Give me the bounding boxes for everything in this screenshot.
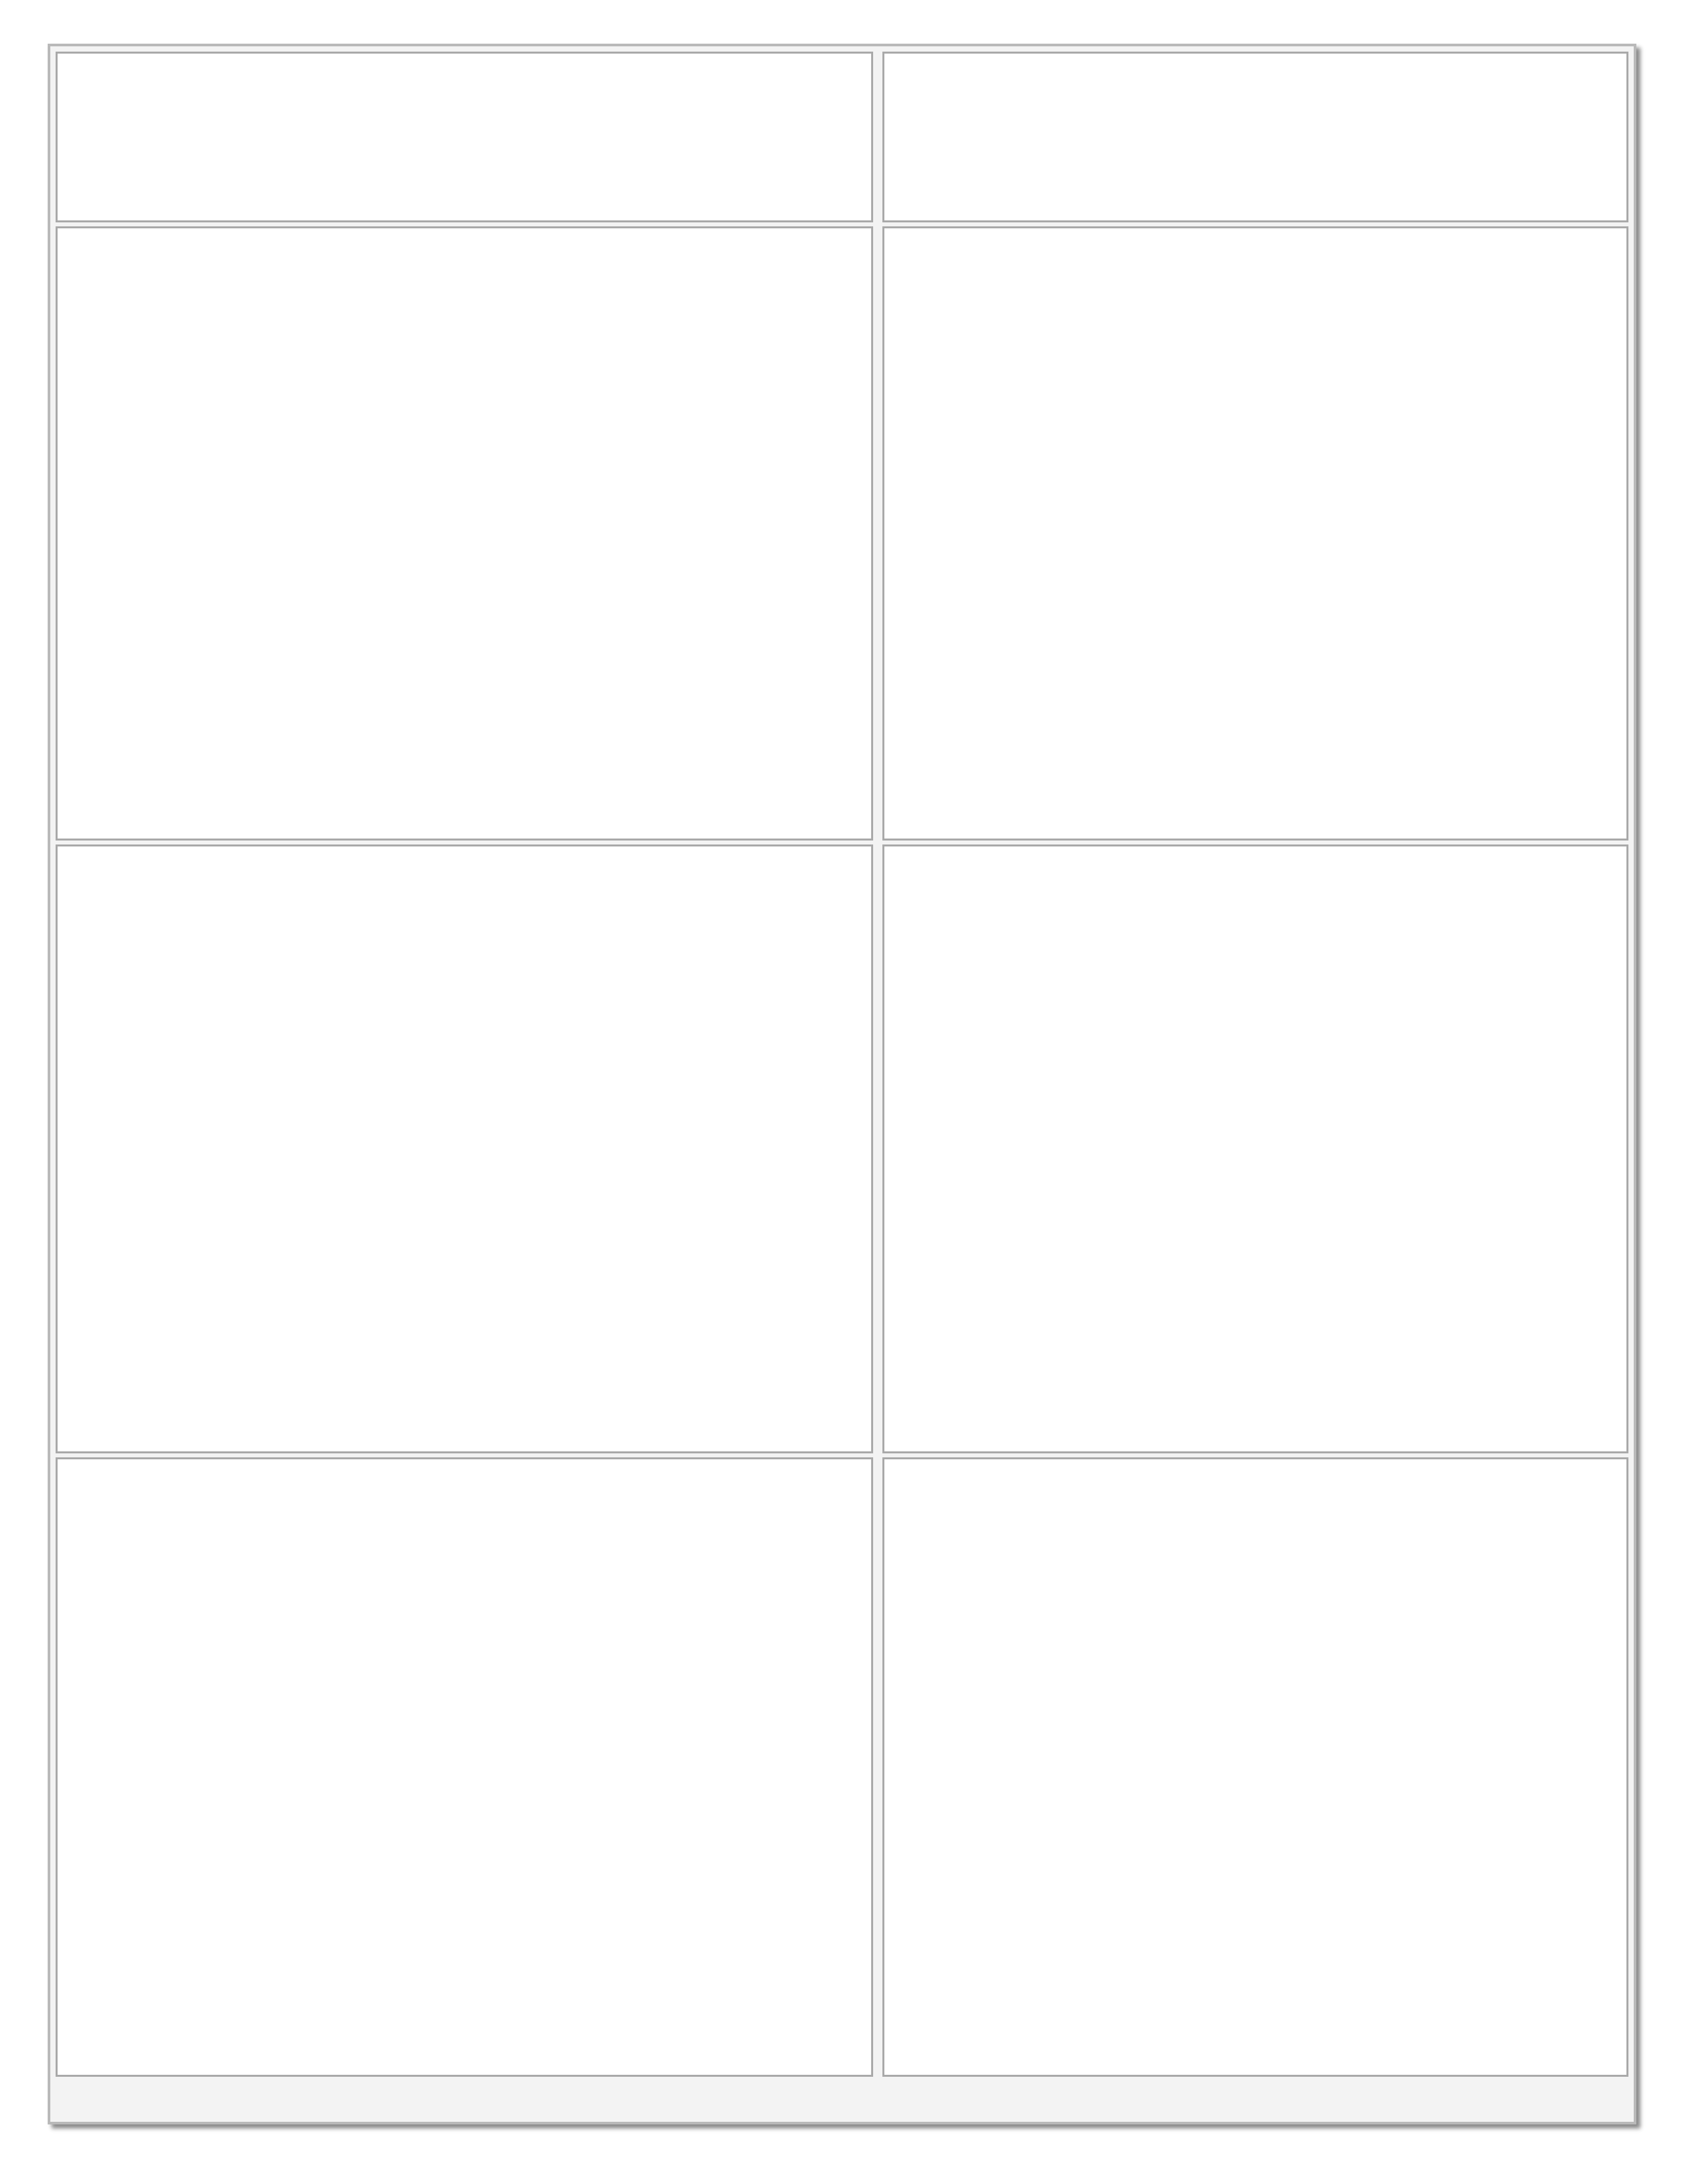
translation-cell-10: [56, 1457, 873, 2077]
translation-cell-9: [56, 844, 873, 1453]
verse-row-8: [56, 226, 1628, 841]
arabic-cell-9: [882, 844, 1628, 1453]
verse-row-7: [56, 52, 1628, 222]
verse-row-9: [56, 844, 1628, 1453]
arabic-cell-7: [882, 52, 1628, 222]
translation-cell-8: [56, 226, 873, 841]
arabic-cell-8: [882, 226, 1628, 841]
translation-cell-7: [56, 52, 873, 222]
page-frame: [48, 44, 1636, 2124]
arabic-cell-10: [882, 1457, 1628, 2077]
verse-row-10: [56, 1457, 1628, 2077]
